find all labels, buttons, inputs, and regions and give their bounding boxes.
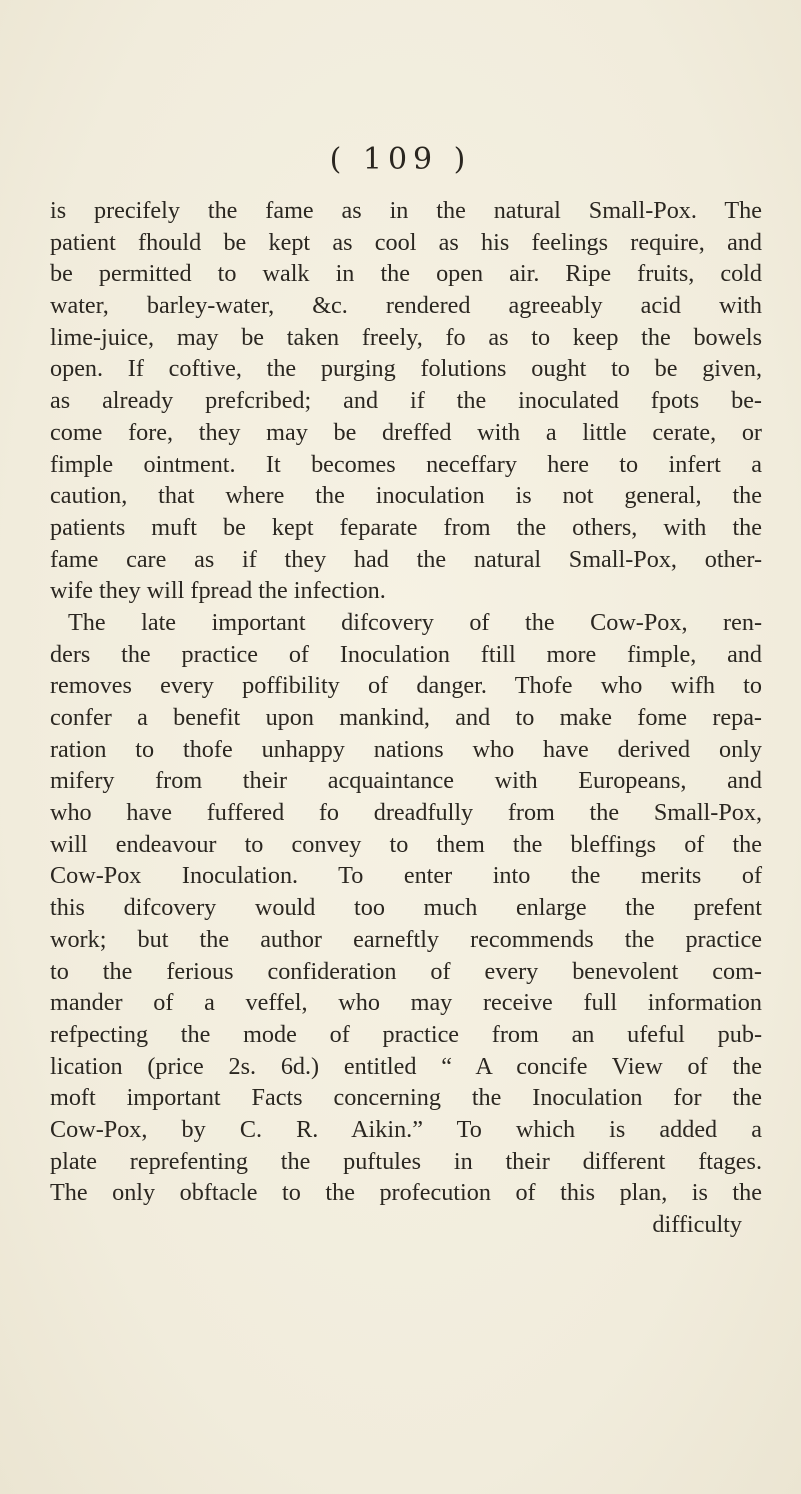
text-line: as already prefcribed; and if the inoculated fpots be- bbox=[50, 387, 762, 415]
text-line: refpecting the mode of practice from an ufeful pub- bbox=[50, 1020, 762, 1048]
page-number: ( 109 ) bbox=[329, 142, 472, 177]
text-line: lication (price 2s. 6d.) entitled “ A concife View of the bbox=[50, 1052, 762, 1080]
text-line: mander of a veffel, who may receive full information bbox=[50, 989, 762, 1017]
text-line: be permitted to walk in the open air. Ripe fruits, cold bbox=[50, 260, 762, 288]
text-line: caution, that where the inoculation is not general, the bbox=[50, 482, 762, 510]
text-line: ders the practice of Inoculation ftill more fimple, and bbox=[50, 640, 762, 668]
text-line: ration to thofe unhappy nations who have derived only bbox=[50, 735, 762, 763]
text-line: is precifely the fame as in the natural Small-Pox. The bbox=[50, 197, 762, 224]
text-line: work; but the author earneftly recommends the practice bbox=[50, 925, 762, 953]
text-line: The only obftacle to the profecution of this plan, is the bbox=[50, 1179, 762, 1207]
text-line: Cow-Pox Inoculation. To enter into the merits of bbox=[50, 862, 762, 890]
text-line: who have fuffered fo dreadfully from the Small-Pox, bbox=[50, 799, 762, 827]
text-line: will endeavour to convey to them the bleffings of the bbox=[50, 830, 762, 858]
text-line: confer a benefit upon mankind, and to make fome repa- bbox=[50, 704, 762, 731]
text-line: fame care as if they had the natural Small-Pox, other- bbox=[50, 545, 762, 573]
text-line: wife they will fpread the infection. bbox=[50, 577, 386, 605]
text-line: lime-juice, may be taken freely, fo as to keep the bowels bbox=[50, 323, 762, 351]
text-line: mifery from their acquaintance with Europeans, and bbox=[50, 767, 762, 795]
text-line: this difcovery would too much enlarge the prefent bbox=[50, 894, 762, 922]
text-line: removes every poffibility of danger. Thofe who wifh to bbox=[50, 672, 762, 700]
text-line: Cow-Pox, by C. R. Aikin.” To which is added a bbox=[50, 1115, 762, 1143]
text-line: patient fhould be kept as cool as his feelings require, and bbox=[50, 228, 762, 256]
text-line: moft important Facts concerning the Inoculation for the bbox=[50, 1084, 762, 1112]
body-text bbox=[50, 195, 762, 1241]
text-line: come fore, they may be dreffed with a little cerate, or bbox=[50, 418, 762, 446]
text-line: water, barley-water, &c. rendered agreeably acid with bbox=[50, 292, 762, 320]
text-line: to the ferious confideration of every benevolent com- bbox=[50, 957, 762, 985]
text-line: The late important difcovery of the Cow-Pox, ren- bbox=[68, 608, 762, 636]
text-line: plate reprefenting the puftules in their different ftages. bbox=[50, 1147, 762, 1175]
text-line: patients muft be kept feparate from the others, with the bbox=[50, 513, 762, 541]
catchword: difficulty bbox=[652, 1211, 742, 1238]
text-line: open. If coftive, the purging folutions ought to be given, bbox=[50, 355, 762, 383]
text-line: fimple ointment. It becomes neceffary here to infert a bbox=[50, 450, 762, 478]
